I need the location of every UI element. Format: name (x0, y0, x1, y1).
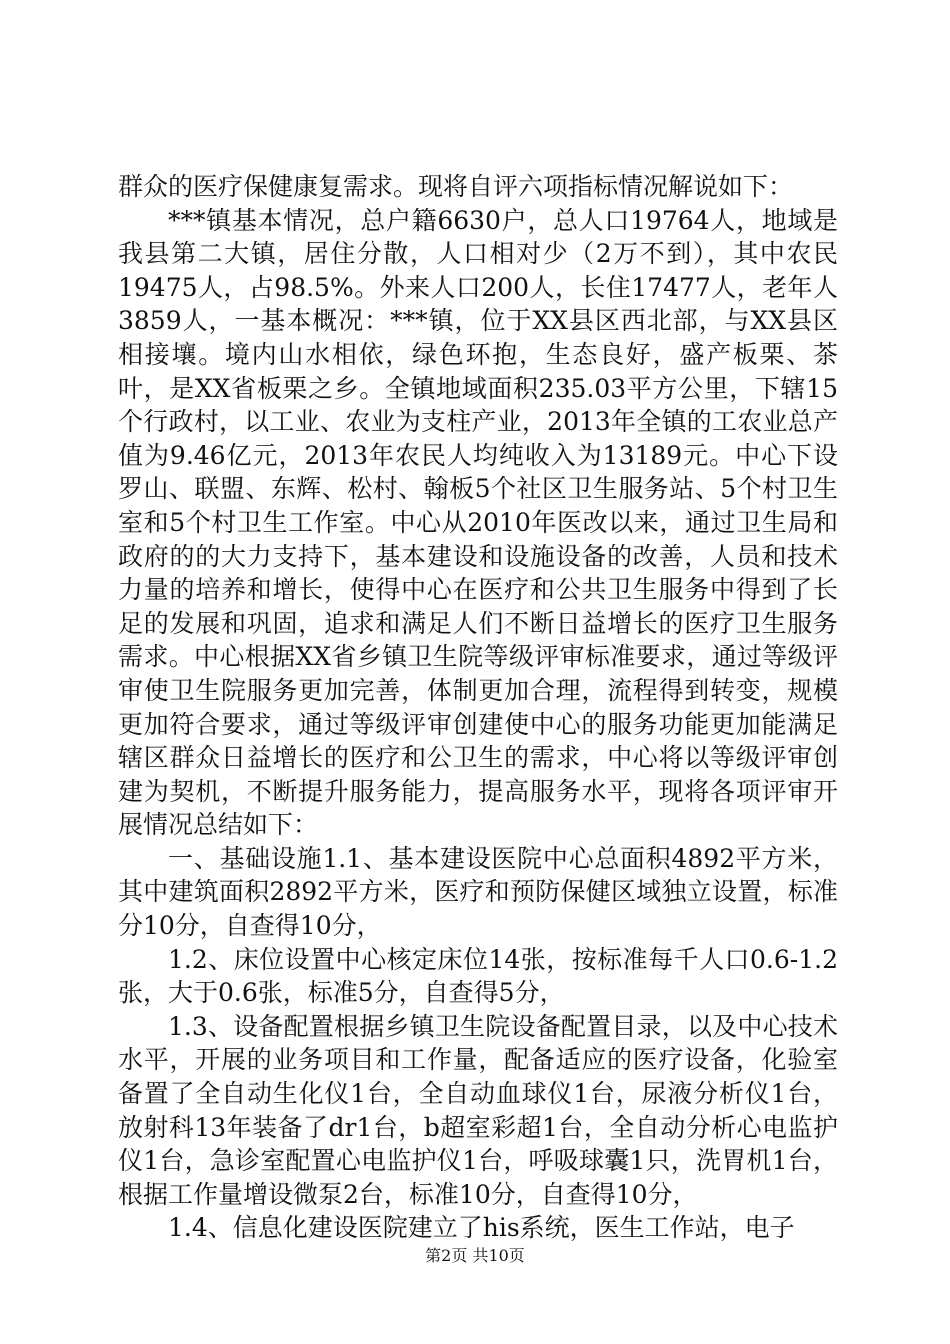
paragraph-4: 1.2、床位设置中心核定床位14张，按标准每千人口0.6-1.2张，大于0.6张，标准5分，自查得5分， (118, 944, 838, 1008)
document-body (118, 170, 838, 1245)
paragraph-5: 1.3、设备配置根据乡镇卫生院设备配置目录，以及中心技术水平，开展的业务项目和工作量，配备适应的医疗设备，化验室备置了全自动生化仪1台，全自动血球仪1台，尿液分析仪1台，放射科13年装备了dr1台，b超室彩超1台，全自动分析心电监护仪1台，急诊室配置心电监护仪1台，呼吸球囊1只，洗胃机1台，根据工作量增设微泵2台，标准10分，自查得10分， (118, 1011, 838, 1209)
paragraph-1: 群众的医疗保健康复需求。现将自评六项指标情况解说如下： (118, 172, 794, 201)
paragraph-2: ***镇基本情况，总户籍6630户，总人口19764人，地域是我县第二大镇，居住分散，人口相对少（2万不到），其中农民19475人，占98.5%。外来人口200人，长住17477人，老年人3859人，一基本概况：***镇，位于XX县区西北部，与XX县区相接壤。境内山水相依，绿色环抱，生态良好，盛产板栗、茶叶，是XX省板栗之乡。全镇地域面积235.03平方公里，下辖15个行政村，以工业、农业为支柱产业，2013年全镇的工农业总产值为9.46亿元，2013年农民人均纯收入为13189元。中心下设罗山、联盟、东辉、松村、翰板5个社区卫生服务站、5个村卫生室和5个村卫生工作室。中心从2010年医改以来，通过卫生局和政府的的大力支持下，基本建设和设施设备的改善，人员和技术力量的培养和增长，使得中心在医疗和公共卫生服务中得到了长足的发展和巩固，追求和满足人们不断日益增长的医疗卫生服务需求。中心根据XX省乡镇卫生院等级评审标准要求，通过等级评审使卫生院服务更加完善，体制更加合理，流程得到转变，规模更加符合要求，通过等级评审创建使中心的服务功能更加能满足辖区群众日益增长的医疗和公卫生的需求，中心将以等级评审创建为契机，不断提升服务能力，提高服务水平，现将各项评审开展情况总结如下： (118, 205, 838, 840)
page-number-footer: 第2页 共10页 (425, 1246, 525, 1265)
paragraph-6: 1.4、信息化建设医院建立了his系统，医生工作站，电子 (168, 1213, 795, 1243)
paragraph-3: 一、基础设施1.1、基本建设医院中心总面积4892平方米，其中建筑面积2892平方米，医疗和预防保健区域独立设置，标准分10分，自查得10分， (118, 843, 838, 941)
